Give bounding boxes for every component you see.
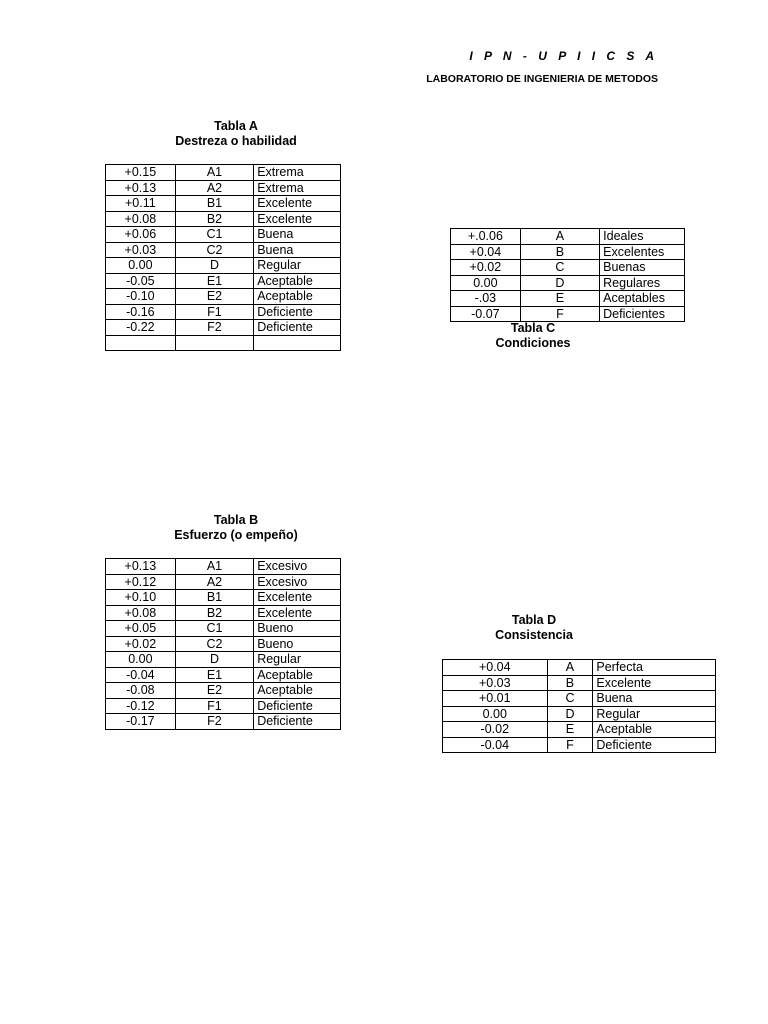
factor-value-cell: -0.12	[106, 698, 176, 714]
grade-code-cell: C	[520, 260, 599, 276]
rating-label-cell: Deficiente	[254, 320, 341, 336]
grade-code-cell: F2	[175, 714, 253, 730]
factor-value-cell: -0.08	[106, 683, 176, 699]
factor-value-cell: +.0.06	[451, 229, 521, 245]
table-row	[443, 691, 716, 707]
grade-code-cell: B1	[175, 196, 253, 212]
table-c-heading	[433, 321, 633, 351]
grade-code-cell: A2	[175, 574, 253, 590]
table-row	[443, 706, 716, 722]
table-row	[106, 667, 341, 683]
table-row	[106, 304, 341, 320]
table-d-heading	[434, 613, 634, 643]
factor-value-cell	[106, 335, 176, 351]
rating-label-cell: Aceptable	[593, 722, 716, 738]
factor-value-cell: 0.00	[451, 275, 521, 291]
rating-label-cell: Bueno	[254, 621, 341, 637]
rating-label-cell: Regular	[254, 258, 341, 274]
table-row	[106, 652, 341, 668]
grade-code-cell: B2	[175, 211, 253, 227]
table-row	[443, 722, 716, 738]
table-a-subtitle: Destreza o habilidad	[175, 134, 297, 148]
factor-value-cell: +0.12	[106, 574, 176, 590]
table-row	[106, 683, 341, 699]
table-row	[106, 605, 341, 621]
table-b-title: Tabla B	[213, 513, 259, 527]
table-d-subtitle: Consistencia	[495, 628, 573, 642]
rating-label-cell: Deficiente	[254, 698, 341, 714]
grade-code-cell: F1	[175, 304, 253, 320]
factor-value-cell: -0.10	[106, 289, 176, 305]
table-b	[105, 558, 341, 730]
factor-value-cell: -0.04	[443, 737, 548, 753]
rating-label-cell: Aceptable	[254, 273, 341, 289]
grade-code-cell: A1	[175, 559, 253, 575]
table-row	[106, 165, 341, 181]
grade-code-cell	[175, 335, 253, 351]
grade-code-cell: D	[547, 706, 593, 722]
lab-header: LABORATORIO DE INGENIERIA DE METODOS	[426, 73, 658, 85]
factor-value-cell: +0.08	[106, 211, 176, 227]
factor-value-cell: -0.07	[451, 306, 521, 322]
factor-value-cell: -0.04	[106, 667, 176, 683]
table-c	[450, 228, 685, 322]
rating-label-cell: Excelentes	[600, 244, 685, 260]
table-row	[451, 260, 685, 276]
rating-label-cell: Extrema	[254, 165, 341, 181]
grade-code-cell: F	[520, 306, 599, 322]
rating-label-cell: Perfecta	[593, 660, 716, 676]
table-row	[106, 559, 341, 575]
rating-label-cell: Aceptable	[254, 667, 341, 683]
grade-code-cell: E1	[175, 273, 253, 289]
factor-value-cell: +0.15	[106, 165, 176, 181]
grade-code-cell: E	[520, 291, 599, 307]
rating-label-cell: Deficiente	[593, 737, 716, 753]
factor-value-cell: -0.17	[106, 714, 176, 730]
factor-value-cell: +0.13	[106, 180, 176, 196]
table-c-title: Tabla C	[510, 321, 556, 335]
grade-code-cell: C	[547, 691, 593, 707]
rating-label-cell: Bueno	[254, 636, 341, 652]
factor-value-cell: +0.13	[106, 559, 176, 575]
rating-label-cell: Aceptable	[254, 683, 341, 699]
grade-code-cell: E	[547, 722, 593, 738]
table-row	[106, 698, 341, 714]
table-b-heading	[136, 513, 336, 543]
grade-code-cell: C2	[175, 636, 253, 652]
grade-code-cell: B	[547, 675, 593, 691]
rating-label-cell	[254, 335, 341, 351]
table-row	[451, 291, 685, 307]
rating-label-cell: Excelente	[254, 605, 341, 621]
table-b-subtitle: Esfuerzo (o empeño)	[174, 528, 298, 542]
table-row	[443, 660, 716, 676]
grade-code-cell: C1	[175, 621, 253, 637]
table-a-heading	[136, 119, 336, 149]
grade-code-cell: B1	[175, 590, 253, 606]
grade-code-cell: B2	[175, 605, 253, 621]
rating-label-cell: Buena	[254, 242, 341, 258]
table-row	[451, 306, 685, 322]
factor-value-cell: +0.02	[451, 260, 521, 276]
factor-value-cell: +0.08	[106, 605, 176, 621]
table-row	[106, 714, 341, 730]
grade-code-cell: D	[175, 258, 253, 274]
table-row	[106, 180, 341, 196]
factor-value-cell: 0.00	[106, 652, 176, 668]
table-row	[451, 229, 685, 245]
factor-value-cell: +0.06	[106, 227, 176, 243]
rating-label-cell: Regular	[593, 706, 716, 722]
factor-value-cell: -0.05	[106, 273, 176, 289]
rating-label-cell: Aceptables	[600, 291, 685, 307]
table-a-title: Tabla A	[214, 119, 258, 133]
table-a	[105, 164, 341, 351]
grade-code-cell: E1	[175, 667, 253, 683]
table-row	[451, 275, 685, 291]
table-row	[106, 211, 341, 227]
grade-code-cell: E2	[175, 289, 253, 305]
rating-label-cell: Aceptable	[254, 289, 341, 305]
factor-value-cell: -.03	[451, 291, 521, 307]
grade-code-cell: A1	[175, 165, 253, 181]
rating-label-cell: Deficiente	[254, 714, 341, 730]
rating-label-cell: Deficiente	[254, 304, 341, 320]
grade-code-cell: E2	[175, 683, 253, 699]
factor-value-cell: +0.02	[106, 636, 176, 652]
rating-label-cell: Excesivo	[254, 559, 341, 575]
table-row	[106, 621, 341, 637]
rating-label-cell: Buenas	[600, 260, 685, 276]
grade-code-cell: C1	[175, 227, 253, 243]
rating-label-cell: Excelente	[254, 196, 341, 212]
table-row	[106, 335, 341, 351]
factor-value-cell: -0.22	[106, 320, 176, 336]
factor-value-cell: +0.05	[106, 621, 176, 637]
rating-label-cell: Excelente	[254, 590, 341, 606]
grade-code-cell: A	[547, 660, 593, 676]
grade-code-cell: F2	[175, 320, 253, 336]
rating-label-cell: Excelente	[254, 211, 341, 227]
rating-label-cell: Deficientes	[600, 306, 685, 322]
factor-value-cell: -0.16	[106, 304, 176, 320]
table-d-title: Tabla D	[511, 613, 557, 627]
factor-value-cell: +0.03	[106, 242, 176, 258]
rating-label-cell: Regular	[254, 652, 341, 668]
grade-code-cell: F1	[175, 698, 253, 714]
grade-code-cell: D	[520, 275, 599, 291]
rating-label-cell: Buena	[254, 227, 341, 243]
rating-label-cell: Excelente	[593, 675, 716, 691]
table-row	[106, 273, 341, 289]
rating-label-cell: Regulares	[600, 275, 685, 291]
rating-label-cell: Extrema	[254, 180, 341, 196]
factor-value-cell: +0.04	[443, 660, 548, 676]
table-row	[451, 244, 685, 260]
factor-value-cell: 0.00	[106, 258, 176, 274]
factor-value-cell: +0.04	[451, 244, 521, 260]
table-row	[106, 574, 341, 590]
table-d	[442, 659, 716, 753]
table-row	[106, 289, 341, 305]
table-row	[106, 258, 341, 274]
table-row	[106, 242, 341, 258]
rating-label-cell: Buena	[593, 691, 716, 707]
factor-value-cell: +0.11	[106, 196, 176, 212]
table-row	[106, 227, 341, 243]
factor-value-cell: +0.10	[106, 590, 176, 606]
grade-code-cell: B	[520, 244, 599, 260]
grade-code-cell: D	[175, 652, 253, 668]
grade-code-cell: A	[520, 229, 599, 245]
grade-code-cell: A2	[175, 180, 253, 196]
grade-code-cell: C2	[175, 242, 253, 258]
table-row	[106, 320, 341, 336]
table-row	[106, 196, 341, 212]
factor-value-cell: +0.01	[443, 691, 548, 707]
institution-header: I P N - U P I I C S A	[469, 49, 658, 63]
rating-label-cell: Ideales	[600, 229, 685, 245]
table-row	[443, 737, 716, 753]
grade-code-cell: F	[547, 737, 593, 753]
factor-value-cell: -0.02	[443, 722, 548, 738]
table-row	[443, 675, 716, 691]
factor-value-cell: 0.00	[443, 706, 548, 722]
table-c-subtitle: Condiciones	[495, 336, 571, 350]
table-row	[106, 590, 341, 606]
rating-label-cell: Excesivo	[254, 574, 341, 590]
table-row	[106, 636, 341, 652]
factor-value-cell: +0.03	[443, 675, 548, 691]
